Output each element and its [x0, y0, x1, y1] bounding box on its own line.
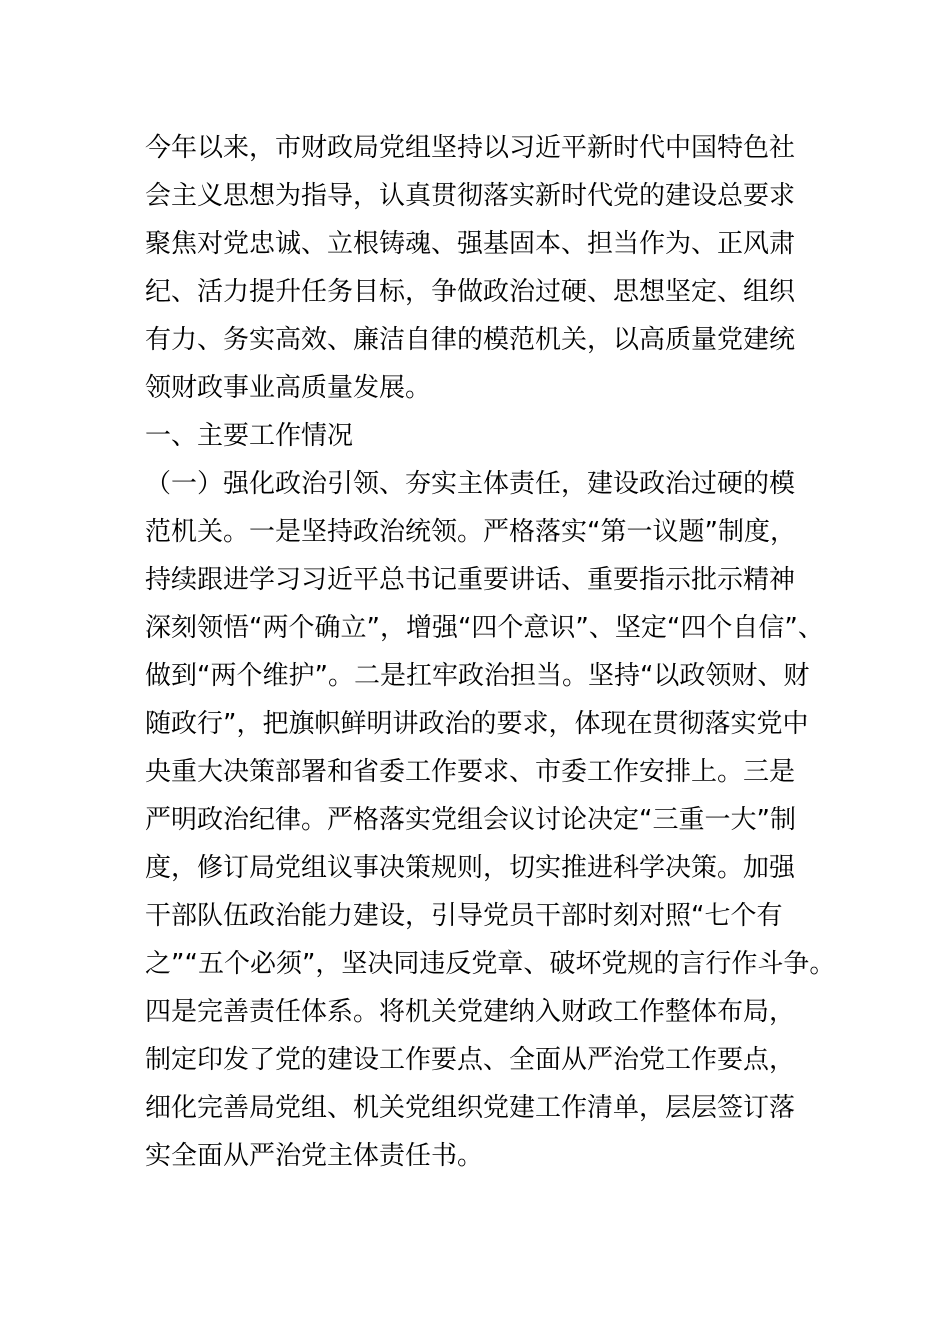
- text-line: 会主义思想为指导，认真贯彻落实新时代党的建设总要求: [145, 181, 796, 211]
- text-line: 纪、活力提升任务目标，争做政治过硬、思想坚定、组织: [145, 277, 796, 307]
- text-line: 央重大决策部署和省委工作要求、市委工作安排上。三是: [145, 757, 796, 787]
- text-line: 领财政事业高质量发展。: [145, 373, 432, 403]
- text-line: 做到“两个维护”。二是扛牢政治担当。坚持“以政领财、财: [145, 661, 810, 691]
- text-line: 度，修订局党组议事决策规则，切实推进科学决策。加强: [145, 853, 796, 883]
- document-body: [145, 124, 836, 1180]
- text-line: 深刻领悟“两个确立”，增强“四个意识”、坚定“四个自信”、: [145, 613, 824, 643]
- text-line: 干部队伍政治能力建设，引导党员干部时刻对照“七个有: [145, 901, 783, 931]
- text-line: 严明政治纪律。严格落实党组会议讨论决定“三重一大”制: [145, 805, 796, 835]
- text-line: 之”“五个必须”，坚决同违反党章、破坏党规的言行作斗争。: [145, 949, 836, 979]
- text-line: 持续跟进学习习近平总书记重要讲话、重要指示批示精神: [145, 565, 796, 595]
- text-line: 四是完善责任体系。将机关党建纳入财政工作整体布局，: [145, 997, 796, 1027]
- text-line: 今年以来，市财政局党组坚持以习近平新时代中国特色社: [145, 133, 796, 163]
- text-line: 制定印发了党的建设工作要点、全面从严治党工作要点，: [145, 1045, 796, 1075]
- text-line: 实全面从严治党主体责任书。: [145, 1141, 484, 1171]
- section-heading: 一、主要工作情况: [145, 421, 354, 451]
- text-line: 有力、务实高效、廉洁自律的模范机关，以高质量党建统: [145, 325, 796, 355]
- text-line: 细化完善局党组、机关党组织党建工作清单，层层签订落: [145, 1093, 796, 1123]
- text-line: 范机关。一是坚持政治统领。严格落实“第一议题”制度，: [145, 517, 796, 547]
- text-line: （一）强化政治引领、夯实主体责任，建设政治过硬的模: [145, 469, 796, 499]
- text-line: 随政行”，把旗帜鲜明讲政治的要求，体现在贯彻落实党中: [145, 709, 809, 739]
- text-line: 聚焦对党忠诚、立根铸魂、强基固本、担当作为、正风肃: [145, 229, 796, 259]
